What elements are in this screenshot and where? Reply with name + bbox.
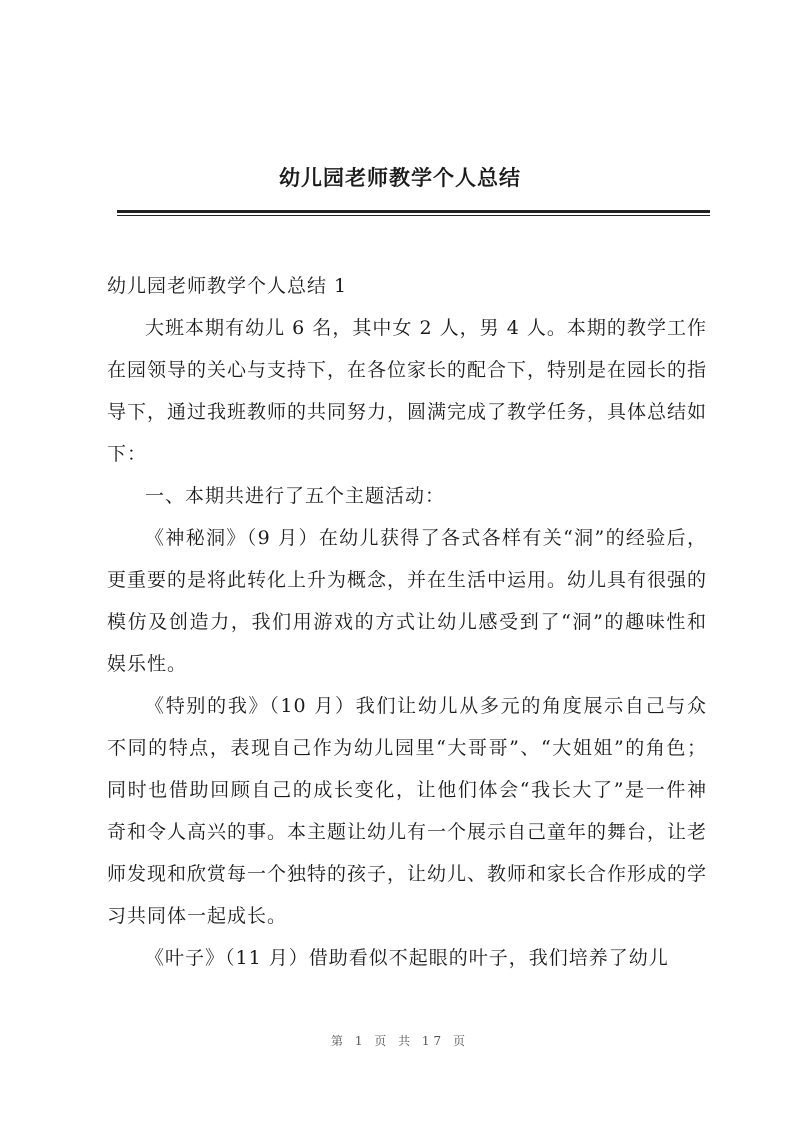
paragraph-intro: 大班本期有幼儿 6 名，其中女 2 人，男 4 人。本期的教学工作在园领导的关心与支持下，在各位家长的配合下，特别是在园长的指导下，通过我班教师的共同努力，圆满完成了教学任务，具体总结如下： xyxy=(107,317,708,465)
document-body xyxy=(107,265,707,979)
page-number: 第 1 页 共 17 页 xyxy=(331,1034,469,1048)
page-title: 幼儿园老师教学个人总结 xyxy=(279,165,521,190)
title-divider xyxy=(117,210,710,213)
paragraph-special-me: 《特别的我》（10 月）我们让幼儿从多元的角度展示自己与众不同的特点，表现自己作为幼儿园里“大哥哥”、“大姐姐”的角色；同时也借助回顾自己的成长变化，让他们体会“我长大了”是一件神奇和令人高兴的事。本主题让幼儿有一个展示自己童年的舞台，让老师发现和欣赏每一个独特的孩子，让幼儿、教师和家长合作形成的学习共同体一起成长。 xyxy=(107,695,708,927)
section-heading: 幼儿园老师教学个人总结 1 xyxy=(107,275,348,297)
paragraph-mysterious-cave: 《神秘洞》（9 月）在幼儿获得了各式各样有关“洞”的经验后，更重要的是将此转化上升为概念，并在生活中运用。幼儿具有很强的模仿及创造力，我们用游戏的方式让幼儿感受到了“洞”的趣味性和娱乐性。 xyxy=(107,527,708,675)
paragraph-topic-heading: 一、本期共进行了五个主题活动： xyxy=(145,485,446,507)
paragraph-leaves: 《叶子》（11 月）借助看似不起眼的叶子，我们培养了幼儿 xyxy=(145,947,669,969)
